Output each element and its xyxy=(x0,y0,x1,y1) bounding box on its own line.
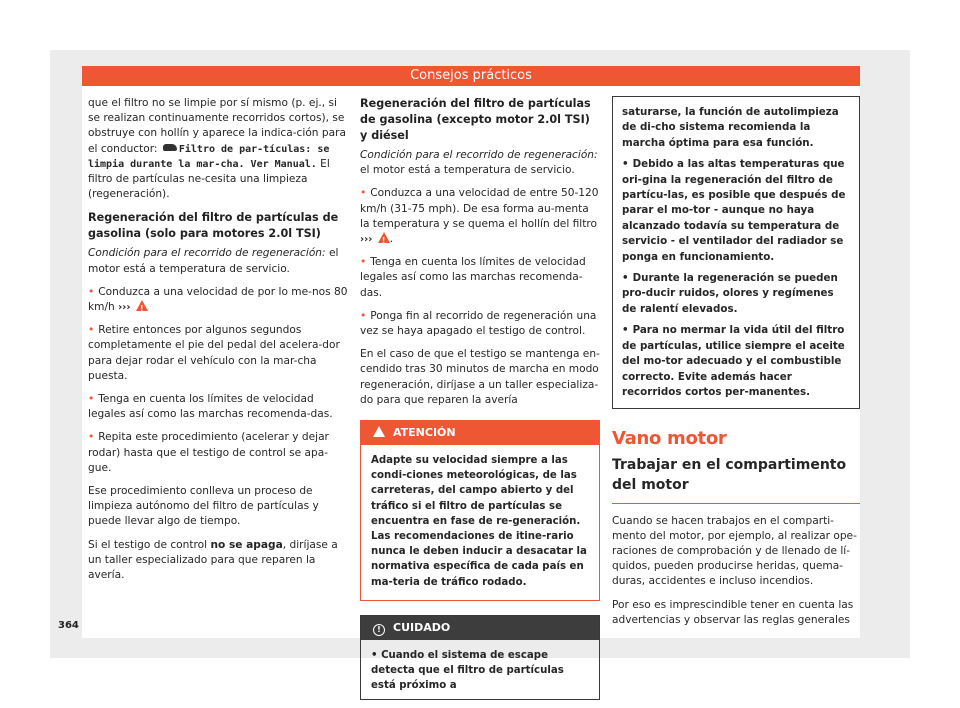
page-number: 364 xyxy=(58,620,79,631)
paragraph: En el caso de que el testigo se mantenga en-cendido tras 30 minutos de marcha en modo regeneración, diríjase a un taller especializa-do para que reparen la avería xyxy=(360,348,600,406)
list-item: • Retire entonces por algunos segundos completamente el pie del pedal del acelera-dor para dejar rodar el vehículo con la mar-cha puesta. xyxy=(88,323,348,384)
paragraph: Ese procedimiento conlleva un proceso de limpieza autónomo del filtro de partículas y puede llevar algo de tiempo. xyxy=(88,485,319,528)
caution-list-item: • Debido a las altas temperaturas que ori-gina la regeneración del filtro de partícu-las, es posible que después de parar el mo-tor - aunque no haya alcanzado todavía su temperatura de servicio - el ventilador del radiador se ponga en funcionamiento. xyxy=(622,157,850,265)
heading-diesel-regeneration: Regeneración del filtro de partículas de gasolina (excepto motor 2.0l TSI) y diésel xyxy=(360,97,591,142)
caution-list-item: • Para no mermar la vida útil del filtro de partículas, utilice siempre el aceite del mo-tor adecuado y el combustible correcto. Evite además hacer recorridos cortos per-manentes. xyxy=(622,323,850,400)
list-item: • Repita este procedimiento (acelerar y dejar rodar) hasta que el testigo de control se apa-gue. xyxy=(88,430,348,476)
column-2 xyxy=(360,96,600,700)
list-item: • Tenga en cuenta los límites de velocidad legales así como las marchas recomenda-das. xyxy=(88,392,348,422)
warning-triangle-icon xyxy=(373,426,385,437)
column-3 xyxy=(612,96,860,636)
warning-triangle-icon xyxy=(136,300,148,311)
caution-list-item: • Durante la regeneración se pueden pro-ducir ruidos, olores y regímenes de ralentí elevados. xyxy=(622,271,850,317)
car-exhaust-icon xyxy=(163,144,177,151)
paragraph: Cuando se hacen trabajos en el comparti-mento del motor, por ejemplo, al realizar ope-raciones de comprobación y de llenado de lí-quidos, pueden producirse heridas, quema-duras, accidentes e incluso incendios. xyxy=(612,514,857,588)
list-item: • Conduzca a una velocidad de por lo me-nos 80 km/h ››› ! xyxy=(88,285,348,315)
caution-box-header: ! CUIDADO xyxy=(361,616,599,640)
info-circle-icon: ! xyxy=(373,624,385,636)
warning-box-header: ATENCIÓN xyxy=(361,421,599,445)
caution-box xyxy=(360,615,600,701)
list-item: • Ponga fin al recorrido de regeneración una vez se haya apagado el testigo de control. xyxy=(360,309,600,339)
caution-continued-text: saturarse, la función de autolimpieza de di-cho sistema recomienda la marcha óptima para esa función. xyxy=(622,106,839,149)
caution-box-text: • Cuando el sistema de escape detecta que el filtro de partículas está próximo a xyxy=(371,649,564,692)
display-message: Filtro de par-tículas: se limpia durante la mar-cha. Ver Manual. xyxy=(88,143,330,170)
chapter-header: Consejos prácticos xyxy=(82,66,860,86)
paragraph: Por eso es imprescindible tener en cuenta las advertencias y observar las reglas generales xyxy=(612,598,854,626)
subsection-title: Trabajar en el compartimento del motor xyxy=(612,455,860,504)
condition-paragraph: Condición para el recorrido de regeneración: el motor está a temperatura de servicio. xyxy=(88,247,339,275)
list-item: • Tenga en cuenta los límites de velocidad legales así como las marchas recomenda-das. xyxy=(360,255,600,301)
cross-reference-arrows: ››› xyxy=(360,234,373,246)
list-item: • Conduzca a una velocidad de entre 50-120 km/h (31-75 mph). De esa forma au-menta la temperatura y se quema el hollín del filtro ››› ! . xyxy=(360,186,600,247)
cross-reference-arrows: ››› xyxy=(118,302,131,314)
paragraph-intro: que el filtro no se limpie por sí mismo (p. ej., si se realizan continuamente recorridos cortos), se obstruye con hollín y aparece la indica-ción para el conductor: Filtro de par-tículas: se limpia durante la mar-cha. Ver Manual. El filtro de partículas ne-cesita una limpieza (regeneración). xyxy=(88,97,346,201)
warning-triangle-icon xyxy=(378,232,390,243)
heading-gasoline-regeneration: Regeneración del filtro de partículas de gasolina (solo para motores 2.0l TSI) xyxy=(88,211,339,241)
section-title: Vano motor xyxy=(612,428,727,450)
column-1 xyxy=(88,96,348,591)
condition-paragraph: Condición para el recorrido de regeneración: el motor está a temperatura de servicio. xyxy=(360,149,598,177)
warning-box-text: Adapte su velocidad siempre a las condi-ciones meteorológicas, de las carreteras, del campo abierto y del tráfico si el filtro de partículas se encuentra en fase de re-generación. Las recomendaciones de itine-rario nunca le deben inducir a desacatar la normativa específica de cada país en ma-teria de tráfico rodado. xyxy=(371,455,587,588)
caution-box-continued xyxy=(612,96,860,409)
paragraph: Si el testigo de control no se apaga, diríjase a un taller especializado para que reparen la avería. xyxy=(88,538,338,582)
warning-box xyxy=(360,420,600,601)
